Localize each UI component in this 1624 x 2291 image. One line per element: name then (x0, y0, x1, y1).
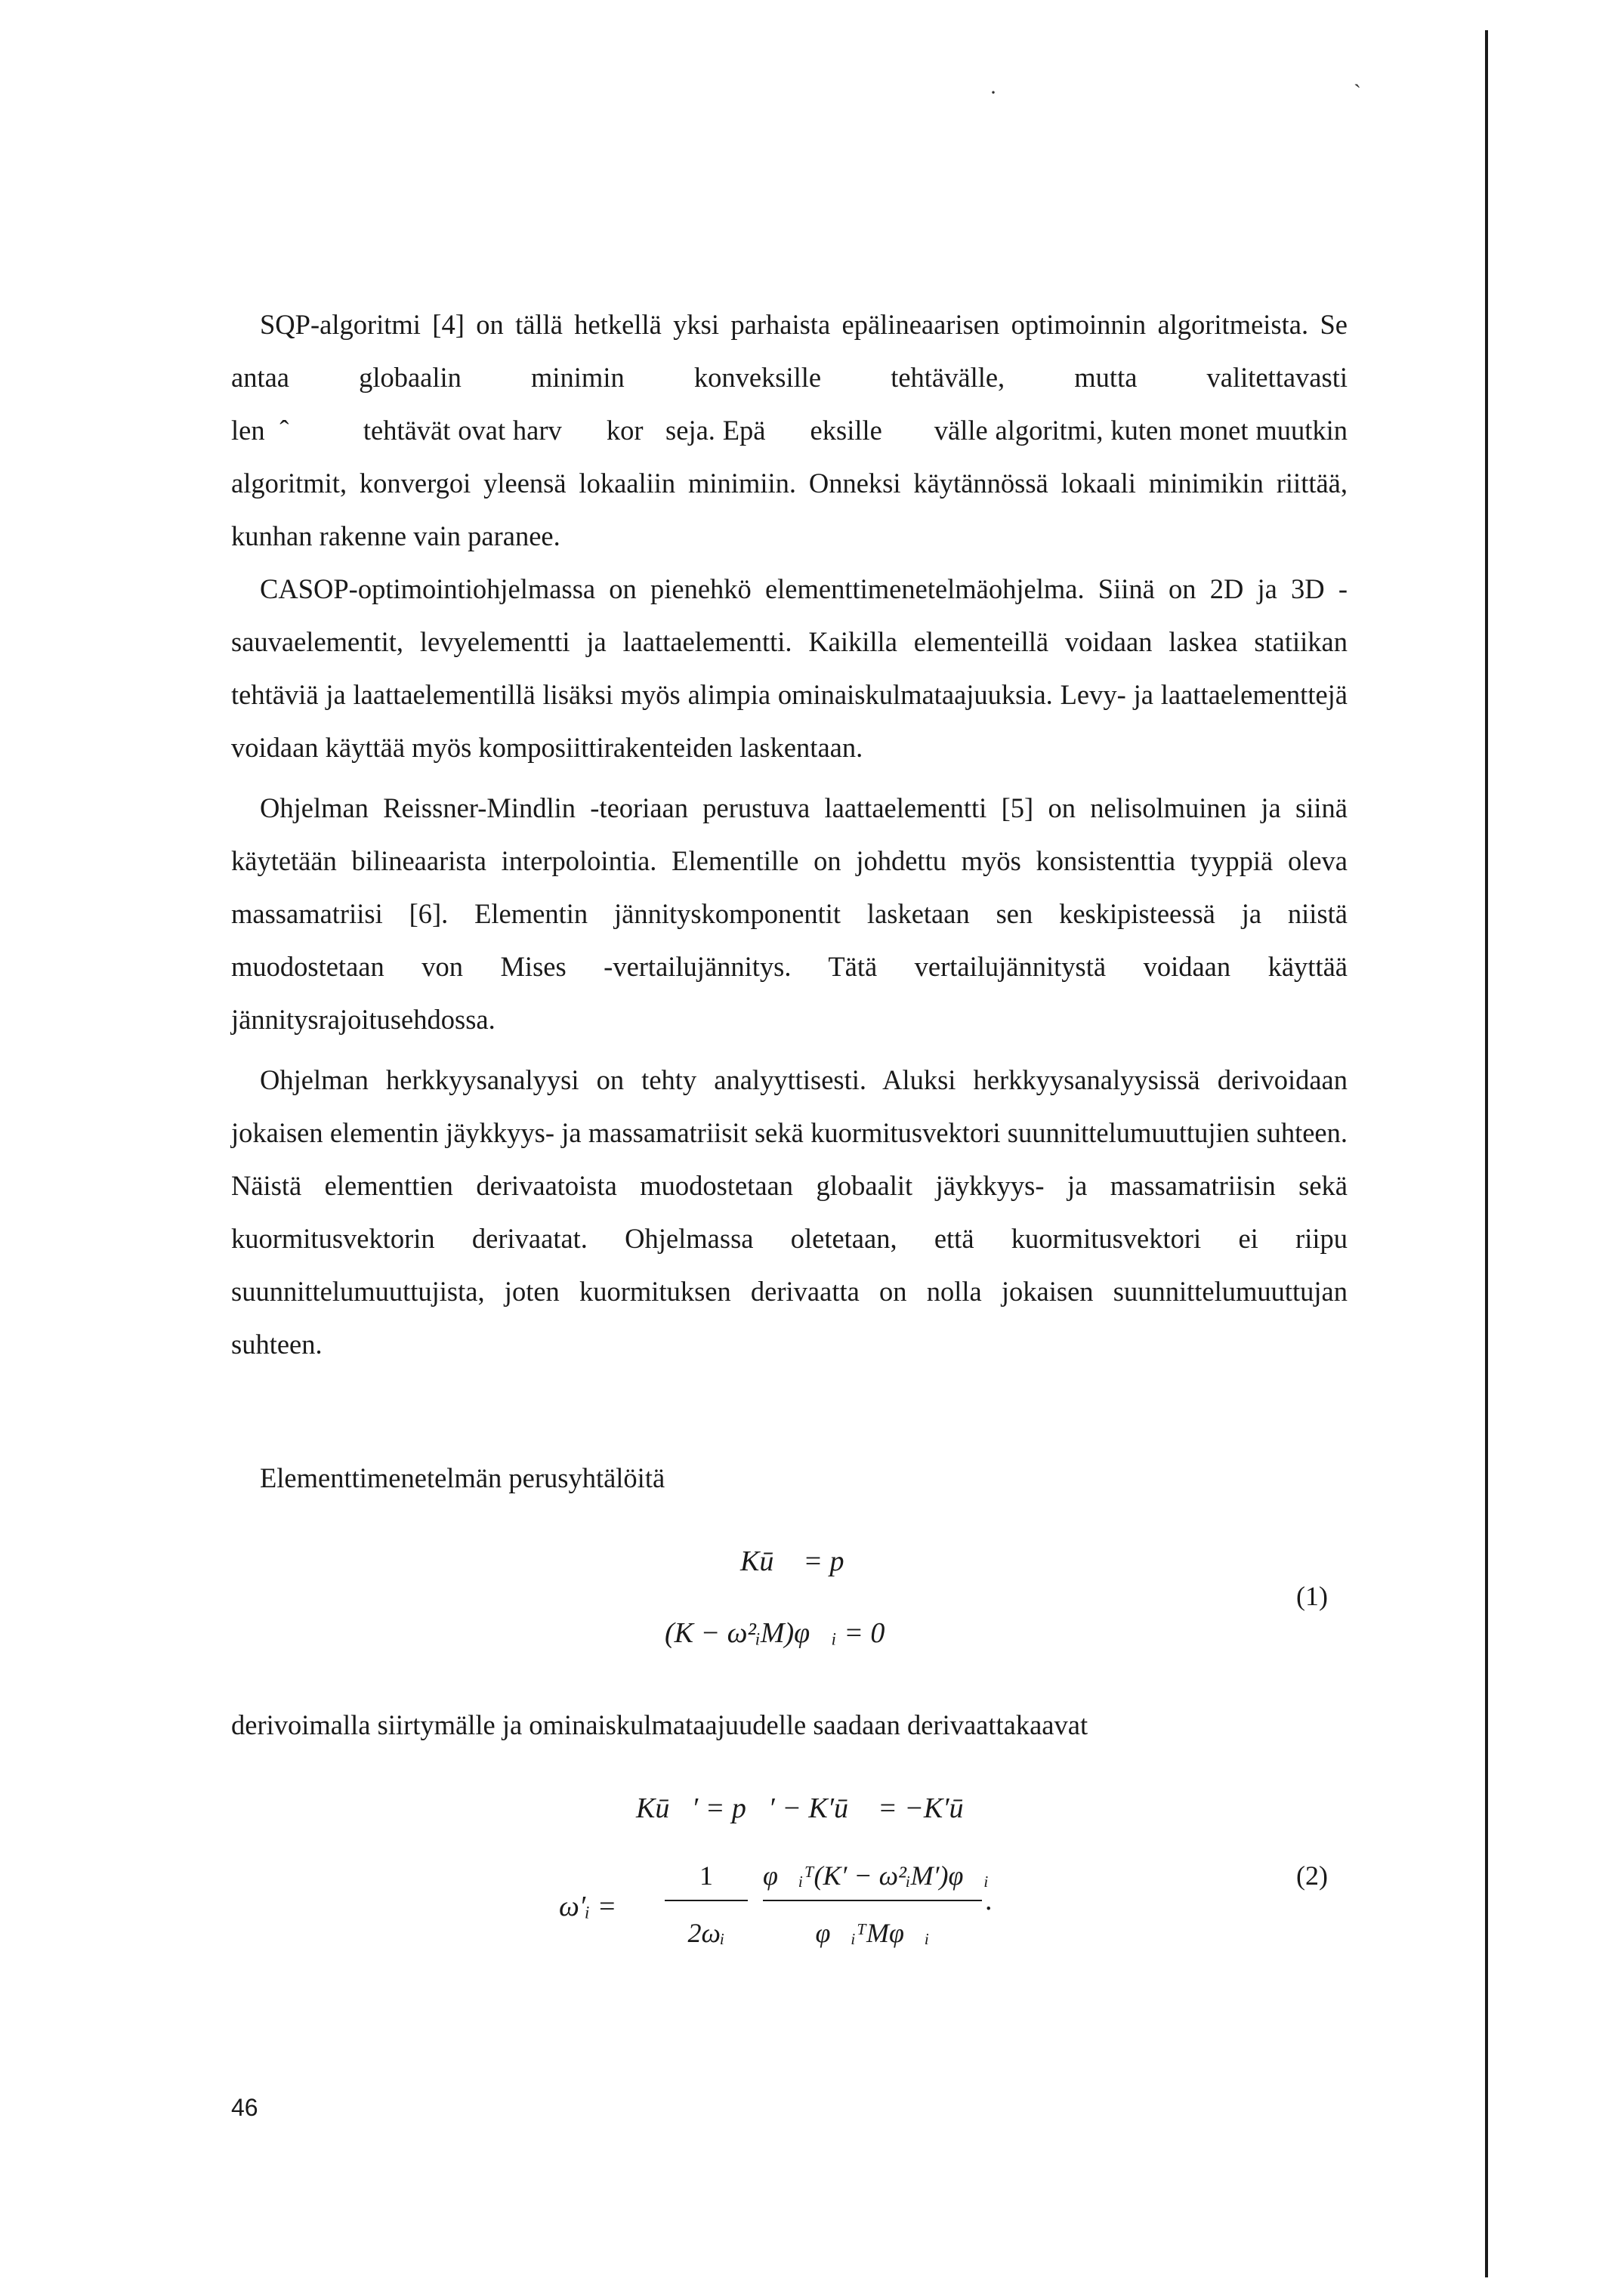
scan-border-line (1485, 30, 1488, 2277)
fraction-1-numerator: 1 (699, 1860, 713, 1891)
equation-2-lhs: ω′ᵢ = (559, 1891, 617, 1922)
paragraph-sensitivity: Ohjelman herkkyysanalyysi on tehty analyyttisesti. Aluksi herkkyysanalyysissä derivoidaan jokaisen elementin jäykkyys- ja massamatriisit sekä kuormitusvektori suunnittelumuuttujien suhteen. Näistä elementtien derivaatoista muodostetaan globaalit jäykkyys- ja massamatriisin sekä kuormitusvektorin derivaatat. Ohjelmassa oletetaan, että kuormitusvektori ei riipu suunnittelumuuttujista, joten kuormituksen derivaatta on nolla jokaisen suunnittelumuuttujan suhteen. (231, 1064, 1348, 1360)
fraction-2-bar (763, 1900, 982, 1901)
scan-speck: ` (1354, 80, 1361, 105)
paragraph-plate-element: Ohjelman Reissner-Mindlin -teoriaan perustuva laattaelementti [5] on nelisolmuinen ja siinä käytetään bilineaarista interpolointia. Elementille on johdettu myös konsistenttia tyyppiä oleva massamatriisi [6]. Elementin jännityskomponentit lasketaan sen keskipisteessä ja niistä muodostetaan von Mises -vertailujännitys. Tätä vertailujännitystä voidaan käyttää jännitysrajoitusehdossa. (231, 792, 1348, 1035)
scan-speck: · (990, 80, 997, 105)
fraction-1-bar (665, 1900, 748, 1901)
body-text (231, 298, 1348, 1371)
page-number: 46 (231, 2094, 258, 2121)
equation-intro: Elementtimenetelmän perusyhtälöitä (260, 1462, 665, 1493)
paragraph-casop: CASOP-optimointiohjelmassa on pienehkö elementtimenetelmäohjelma. Siinä on 2D ja 3D -sauvaelementit, levyelementti ja laattaelementti. Kaikilla elementeillä voidaan laskea statiikan tehtäviä ja laattaelementillä lisäksi myös alimpia ominaiskulmataajuuksia. Levy- ja laattaelementtejä voidaan käyttää myös komposiittirakenteiden laskentaan. (231, 573, 1348, 763)
paragraph-text: SQP-algoritmi [4] on tällä hetkellä yksi parhaista epälineaarisen optimoinnin algoritmeista. Se antaa globaalin minimin konveksille tehtävälle, mutta valitettavasti (231, 309, 1348, 393)
fraction-2-numerator: φ⃗ᵢᵀ(K′ − ω²ᵢM′)φ⃗ᵢ (763, 1860, 990, 1891)
paragraph-text: algoritmi, kuten monet muutkin algoritmit, konvergoi yleensä lokaaliin minimiin. Onneksi käytännössä lokaali minimikin riittää, kunhan rakenne vain paranee. (231, 415, 1348, 551)
damaged-text-line: len ˆ tehtävät ovat harv kor seja. Epä eksille välle (231, 415, 988, 446)
fraction-1-denominator: 2ωᵢ (687, 1918, 725, 1948)
equation-1-line-2: (K − ω²ᵢM)φ⃗ᵢ = 0⃗ (665, 1617, 907, 1649)
equation-1-line-1: Kū⃗ = p⃗ (740, 1545, 867, 1577)
equation-2-period: . (985, 1885, 993, 1916)
equation-middle-text: derivoimalla siirtymälle ja ominaiskulmataajuudelle saadaan derivaattakaavat (231, 1709, 1088, 1740)
equation-2-number: (2) (1296, 1860, 1328, 1891)
equation-2-line-1: Kū⃗′ = p⃗′ − K′ū⃗ = −K′ū⃗ (636, 1792, 986, 1824)
fraction-2-denominator: φ⃗ᵢᵀMφ⃗ᵢ (815, 1918, 930, 1948)
paragraph-sqp (231, 298, 1348, 563)
equation-1-number: (1) (1296, 1581, 1328, 1611)
